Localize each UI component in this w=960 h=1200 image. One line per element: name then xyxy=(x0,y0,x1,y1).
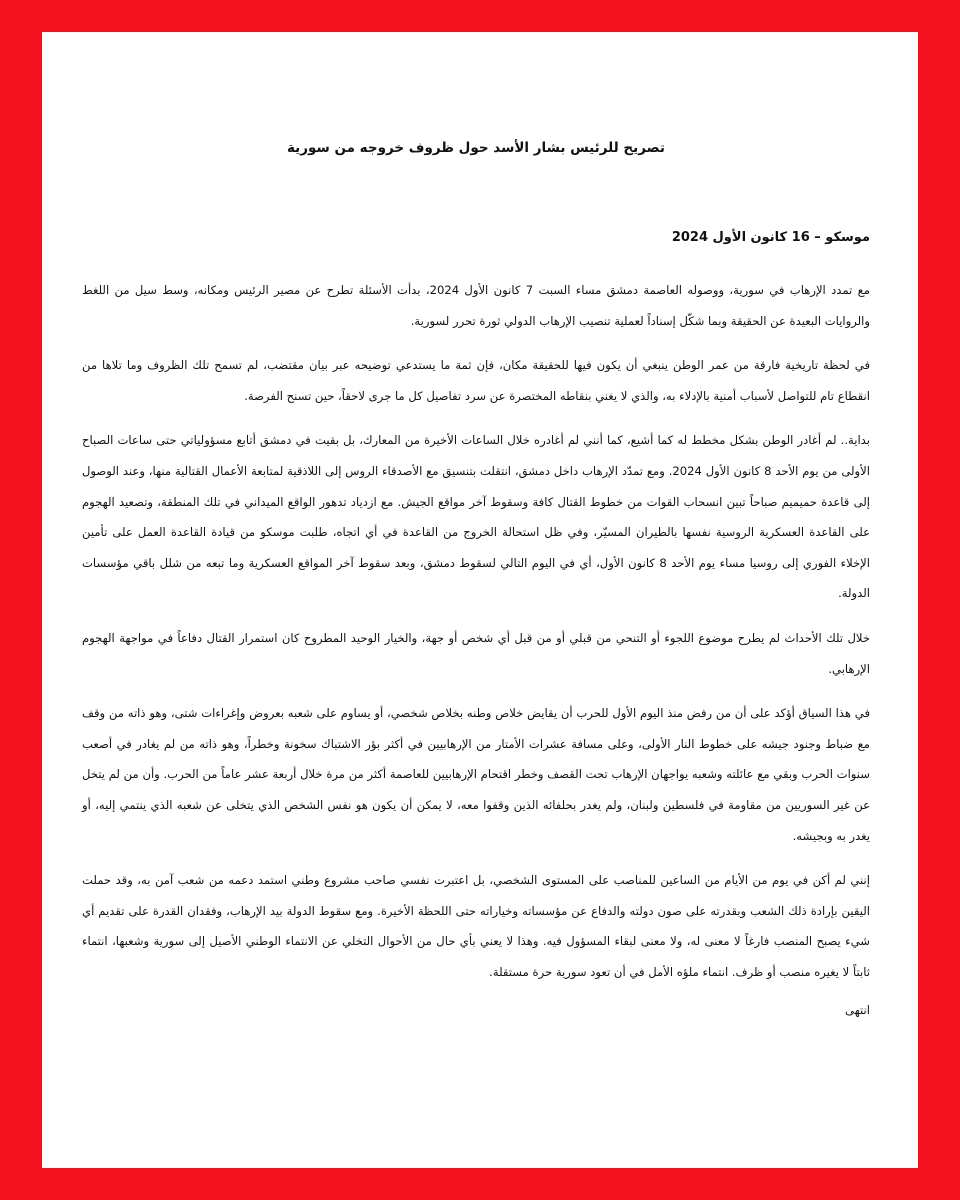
paragraph: خلال تلك الأحداث لم يطرح موضوع اللجوء أو التنحي من قبلي أو من قبل أي شخص أو جهة، والخيار الوحيد المطروح كان استمرار القتال دفاعاً في مواجهة الهجوم الإرهابي. xyxy=(82,630,870,676)
paragraph: في لحظة تاريخية فارقة من عمر الوطن ينبغي أن يكون فيها للحقيقة مكان، فإن ثمة ما يستدعي توضيحه عبر بيان مقتضب، لم تسمح تلك الظروف وما تلاها من انقطاع تام للتواصل لأسباب أمنية بالإدلاء به، والذي لا يغني بنقاطه المختصرة عن سرد تفاصيل كل ما جرى لاحقاً، حين تسنح الفرصة. xyxy=(82,358,870,403)
dateline: موسكو – 16 كانون الأول 2024 xyxy=(671,230,870,245)
closing-signoff: انتهى xyxy=(845,1003,870,1018)
paragraph: بداية.. لم أغادر الوطن بشكل مخطط له كما أشيع، كما أنني لم أغادره خلال الساعات الأخيرة من المعارك، بل بقيت في دمشق أتابع مسؤولياتي حتى ساعات الصباح الأولى من يوم الأحد 8 كانون الأول 2024. ومع تمدّد الإرهاب داخل دمشق، انتقلت بتنسيق مع الأصدقاء الروس إلى اللاذقية لمتابعة الأعمال القتالية منها، وعند الوصول إلى قاعدة حميميم صباحاً تبين انسحاب القوات من خطوط القتال كافة وسقوط آخر مواقع الجيش. مع ازدياد تدهور الواقع الميداني في تلك المنطقة، وتصعيد الهجوم على القاعدة العسكرية الروسية نفسها بالطيران المسيّر، وفي ظل استحالة الخروج من القاعدة في أي اتجاه، طلبت موسكو من قيادة القاعدة العمل على تأمين الإخلاء الفوري إلى روسيا مساء يوم الأحد 8 كانون الأول، أي في اليوم التالي لسقوط دمشق، وبعد سقوط آخر المواقع العسكرية وما تبعه من شلل باقي مؤسسات الدولة. xyxy=(82,433,870,601)
paragraph: في هذا السياق أؤكد على أن من رفض منذ اليوم الأول للحرب أن يقايض خلاص وطنه بخلاص شخصي، أو يساوم على شعبه بعروض وإغراءات شتى، وهو ذاته من وقف مع ضباط وجنود جيشه على خطوط النار الأولى، وعلى مسافة عشرات الأمتار من الإرهابيين في أكثر بؤر الاشتباك سخونة وخطراً، وهو ذاته من لم يغادر في أصعب سنوات الحرب وبقي مع عائلته وشعبه يواجهان الإرهاب تحت القصف وخطر اقتحام الإرهابيين للعاصمة أكثر من مرة خلال أربعة عشر عاماً من الحرب. وأن من لم يتخل عن غير السوريين من مقاومة في فلسطين ولبنان، ولم يغدر بحلفائه الذين وقفوا معه، لا يمكن أن يكون هو نفس الشخص الذي يتخلى عن شعبه الذي ينتمي إليه، أو يغدر به وبجيشه. xyxy=(82,706,870,843)
paragraph: مع تمدد الإرهاب في سورية، ووصوله العاصمة دمشق مساء السبت 7 كانون الأول 2024، بدأت الأسئلة تطرح عن مصير الرئيس ومكانه، وسط سيل من اللغط والروايات البعيدة عن الحقيقة وبما شكّل إسناداً لعملية تنصيب الإرهاب الدولي ثورة تحرر لسورية. xyxy=(82,283,870,328)
document-title: تصريح للرئيس بشار الأسد حول ظروف خروجه من سورية xyxy=(286,140,665,156)
statement-page xyxy=(42,32,918,1168)
paragraph: إنني لم أكن في يوم من الأيام من الساعين للمناصب على المستوى الشخصي، بل اعتبرت نفسي صاحب مشروع وطني استمد دعمه من شعب آمن به، وقد حملت اليقين بإرادة ذلك الشعب وبقدرته على صون دولته والدفاع عن مؤسساته وخياراته حتى اللحظة الأخيرة. ومع سقوط الدولة بيد الإرهاب، وفقدان القدرة على تقديم أي شيء يصبح المنصب فارغاً لا معنى له، ولا معنى لبقاء المسؤول فيه. وهذا لا يعني بأي حال من الأحوال التخلي عن الانتماء الوطني الأصيل إلى سورية وشعبها، انتماء ثابتاً لا يغيره منصب أو ظرف. انتماء ملؤه الأمل في أن تعود سورية حرة مستقلة. xyxy=(82,873,870,979)
